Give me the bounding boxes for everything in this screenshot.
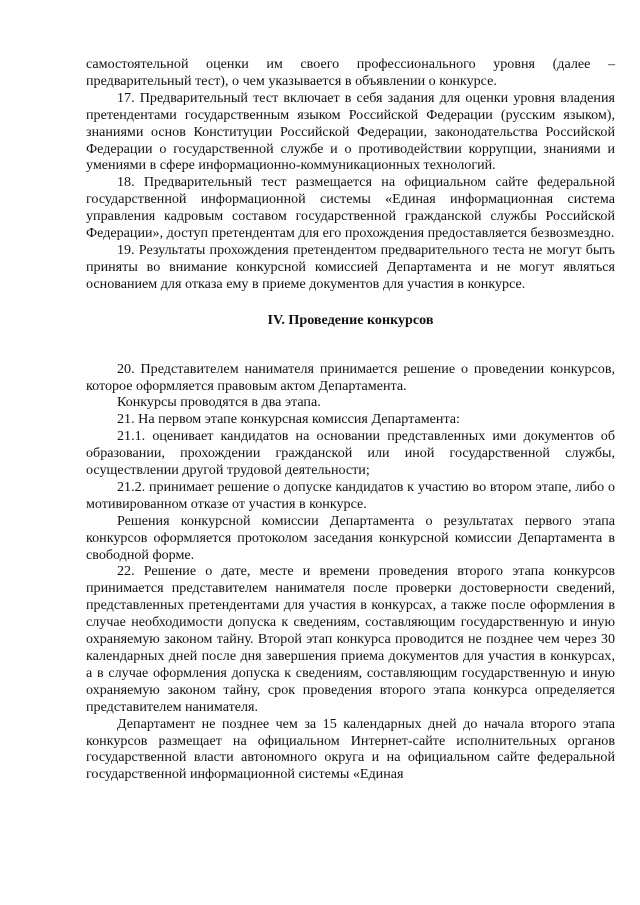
document-page [86,56,615,783]
paragraph-22: 22. Решение о дате, месте и времени проведения второго этапа конкурсов принимается представителем нанимателя после проверки достоверности сведений, представленных претендентами для участия в конкурсах, а также после оформления в случае необходимости допуска к сведениям, составляющим государственную и иную охраняемую законом тайну. Второй этап конкурса проводится не позднее чем через 30 календарных дней после дня завершения приема документов для участия в конкурсах, а в случае оформления допуска к сведениям, составляющим государственную и иную охраняемую законом тайну, срок проведения второго этапа конкурса определяется представителем нанимателя. [86,563,615,715]
paragraph-21-2: 21.2. принимает решение о допуске кандидатов к участию во втором этапе, либо о мотивированном отказе от участия в конкурсе. [86,478,615,512]
paragraph-department-publication: Департамент не позднее чем за 15 календарных дней до начала второго этапа конкурсов размещает на официальном Интернет-сайте исполнительных органов государственной власти автономного округа и на официальном сайте федеральной государственной информационной системы «Единая [86,715,615,783]
paragraph-18: 18. Предварительный тест размещается на официальном сайте федеральной государственной информационной системы «Единая информационная система управления кадровым составом государственной гражданской службы Российской Федерации», доступ претендентам для его прохождения предоставляется безвозмездно. [86,174,615,242]
paragraph-21-1: 21.1. оценивает кандидатов на основании представленных ими документов об образовании, прохождении гражданской или иной государственной службы, осуществлении другой трудовой деятельности; [86,428,615,479]
section-heading: IV. Проведение конкурсов [267,311,434,328]
paragraph-17: 17. Предварительный тест включает в себя задания для оценки уровня владения претендентами государственным языком Российской Федерации (русским языком), знаниями основ Конституции Российской Федерации, законодательства Российской Федерации о государственной службе и о противодействии коррупции, знаниями и умениями в сфере информационно-коммуникационных технологий. [86,89,615,174]
paragraph-first-stage-decisions: Решения конкурсной комиссии Департамента о результатах первого этапа конкурсов оформляется протоколом заседания конкурсной комиссии Департамента в свободной форме. [86,512,615,563]
paragraph-20: 20. Представителем нанимателя принимается решение о проведении конкурсов, которое оформляется правовым актом Департамента. [86,360,615,394]
paragraph-19: 19. Результаты прохождения претендентом предварительного теста не могут быть приняты во внимание конкурсной комиссией Департамента и не могут являться основанием для отказа ему в приеме документов для участия в конкурсе. [86,241,615,292]
paragraph-continuation: самостоятельной оценки им своего профессионального уровня (далее – предварительный тест), о чем указывается в объявлении о конкурсе. [86,56,615,89]
paragraph-two-stages: Конкурсы проводятся в два этапа. [117,394,321,411]
paragraph-21: 21. На первом этапе конкурсная комиссия Департамента: [117,411,460,428]
